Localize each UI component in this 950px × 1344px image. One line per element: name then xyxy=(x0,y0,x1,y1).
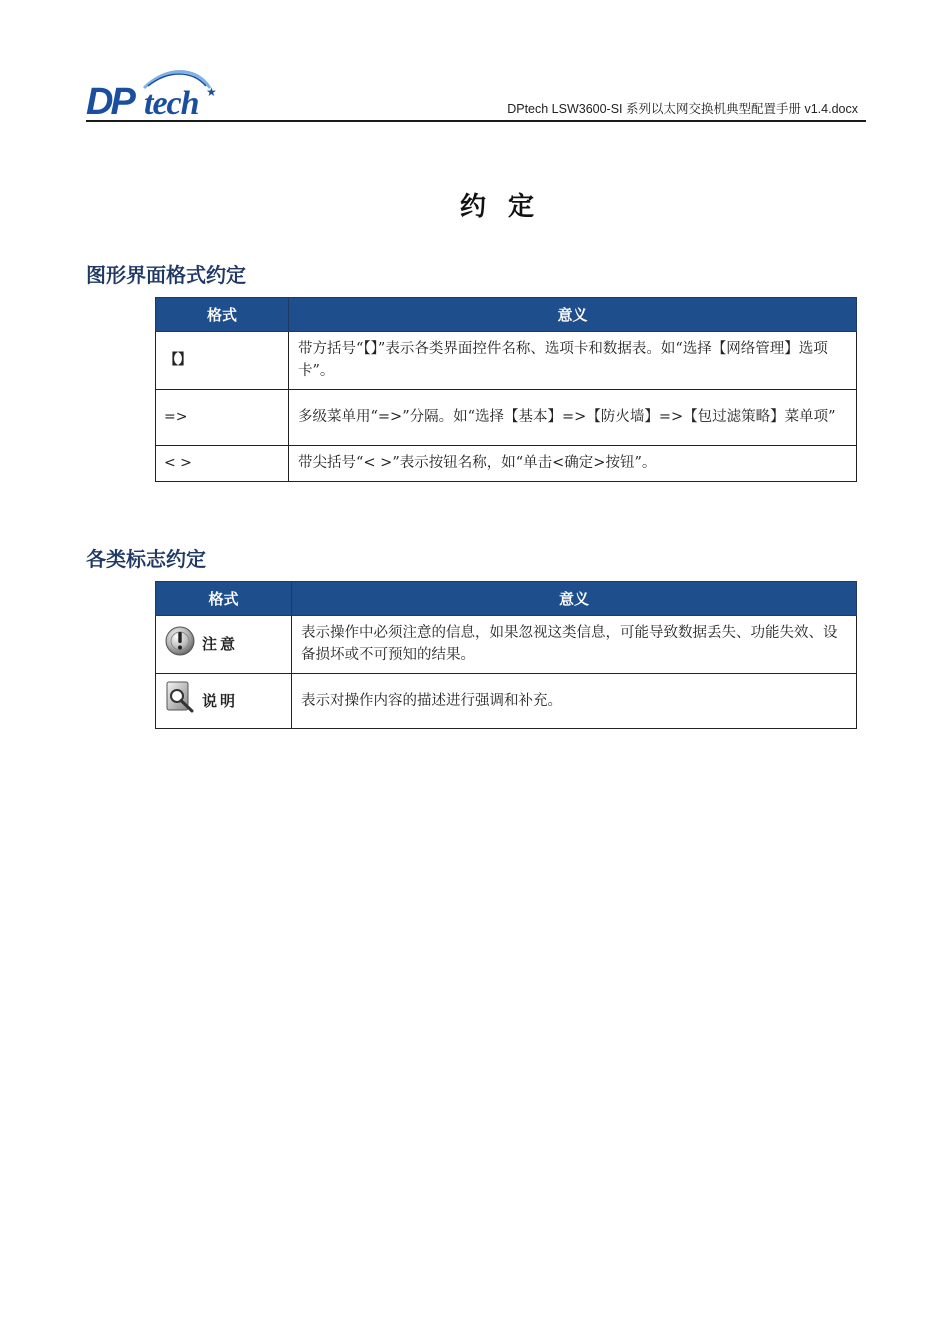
svg-text:★: ★ xyxy=(206,85,217,99)
column-header-format: 格式 xyxy=(156,582,292,616)
dptech-logo xyxy=(86,66,226,120)
svg-text:DP: DP xyxy=(86,81,133,120)
table-row xyxy=(156,616,857,674)
format-cell: 【】 xyxy=(156,332,289,390)
column-header-meaning: 意义 xyxy=(289,298,857,332)
table-row xyxy=(156,446,857,482)
sign-convention-table xyxy=(155,581,857,729)
table-row xyxy=(156,332,857,390)
meaning-cell: 带尖括号“< >”表示按钮名称，如“单击<确定>按钮”。 xyxy=(289,446,857,482)
section-heading-sign-convention: 各类标志约定 xyxy=(86,547,206,571)
meaning-cell: 表示对操作内容的描述进行强调和补充。 xyxy=(292,674,857,729)
caution-label: 注意 xyxy=(202,635,239,653)
table-row xyxy=(156,390,857,446)
document-name: DPtech LSW3600-SI 系列以太网交换机典型配置手册 v1.4.docx xyxy=(507,102,858,116)
page-title: 约定 xyxy=(459,192,556,222)
note-icon xyxy=(164,680,196,721)
column-header-format: 格式 xyxy=(156,298,289,332)
note-label: 说明 xyxy=(202,691,239,710)
table-row xyxy=(156,674,857,729)
table-header-row xyxy=(156,298,857,332)
svg-text:tech: tech xyxy=(144,85,199,120)
meaning-cell: 带方括号“【】”表示各类界面控件名称、选项卡和数据表。如“选择【网络管理】选项卡”。 xyxy=(289,332,857,390)
format-cell xyxy=(156,616,292,674)
gui-format-table xyxy=(155,297,857,482)
format-cell: => xyxy=(156,390,289,446)
section-heading-gui-format: 图形界面格式约定 xyxy=(86,263,246,287)
column-header-meaning: 意义 xyxy=(292,582,857,616)
table-header-row xyxy=(156,582,857,616)
page-header xyxy=(86,66,866,122)
format-cell xyxy=(156,674,292,729)
caution-icon xyxy=(164,625,196,664)
meaning-cell: 表示操作中必须注意的信息，如果忽视这类信息，可能导致数据丢失、功能失效、设备损坏或不可预知的结果。 xyxy=(292,616,857,674)
meaning-cell: 多级菜单用“=>”分隔。如“选择【基本】=>【防火墙】=>【包过滤策略】菜单项” xyxy=(289,390,857,446)
format-cell: < > xyxy=(156,446,289,482)
